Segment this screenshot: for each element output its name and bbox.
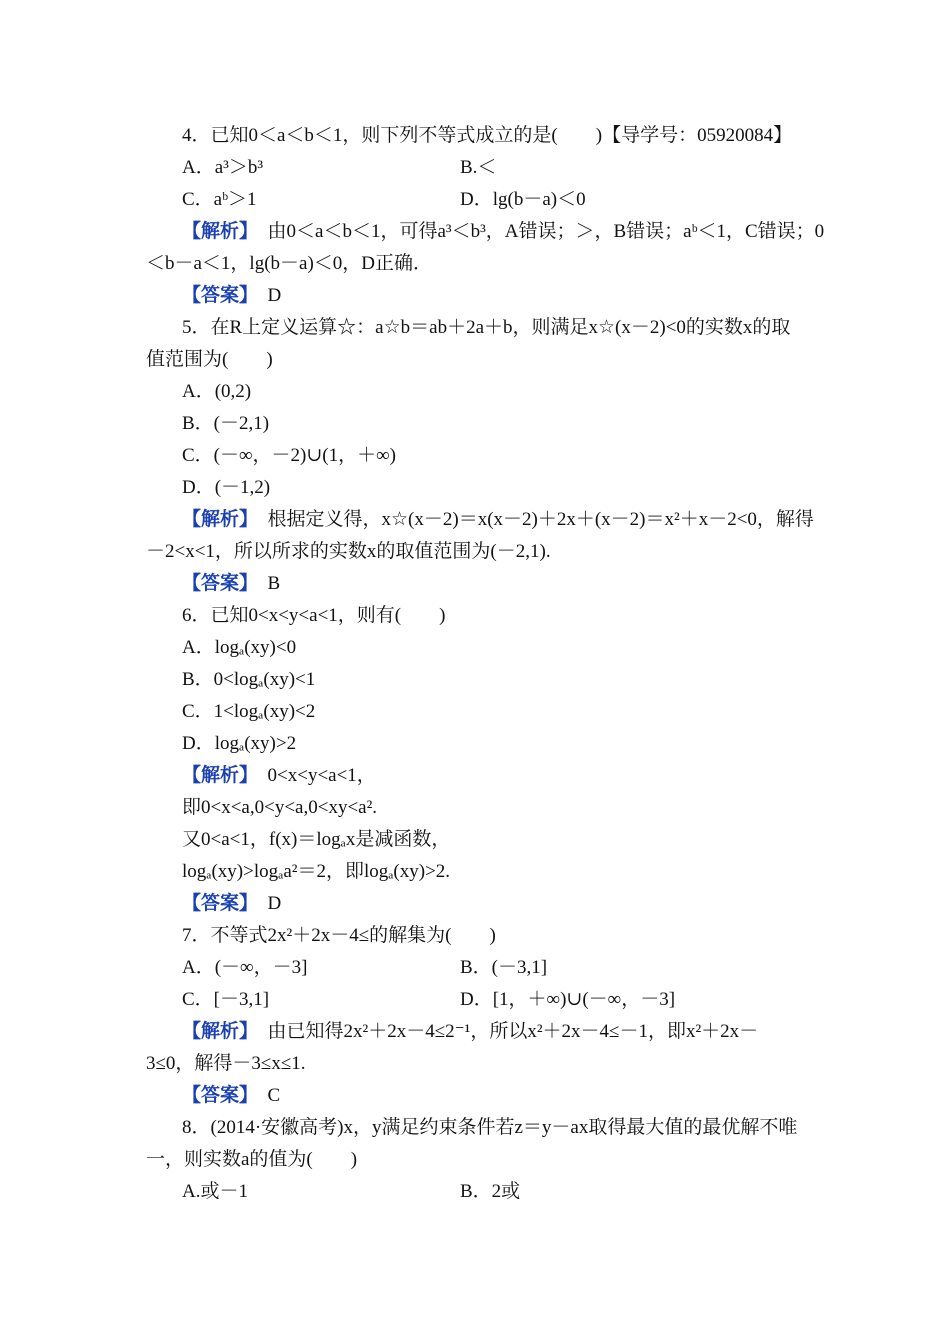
q5-analysis-cont: －2<x<1，所以所求的实数x的取值范围为(－2,1). [146,541,551,562]
q5-stem-cont: 值范围为( ) [146,349,273,370]
q5-analysis: 【解析】 根据定义得，x☆(x－2)＝x(x－2)＋2x＋(x－2)＝x²＋x－2<0，解得 [182,509,814,530]
q5-option-d: D．(－1,2) [182,477,271,498]
q7-stem: 7．不等式2x²＋2x－4≤的解集为( ) [182,925,496,946]
q6-analysis-4: logₐ(xy)>logₐa²＝2，即logₐ(xy)>2. [182,861,451,882]
q6-option-a: A．logₐ(xy)<0 [182,637,297,658]
q4-analysis-cont: ＜b－a＜1，lg(b－a)＜0，D正确． [146,253,433,274]
q4-stem: 4．已知0＜a＜b＜1，则下列不等式成立的是( )【导学号：05920084】 [182,125,793,146]
q6-analysis: 【解析】 0<x<y<a<1， [182,765,376,786]
q6-analysis-3: 又0<a<1，f(x)＝logₐx是减函数， [182,829,451,850]
q4-option-d: D．lg(b－a)＜0 [460,189,586,210]
q6-option-b: B．0<logₐ(xy)<1 [182,669,316,690]
q7-analysis: 【解析】 由已知得2x²＋2x－4≤2⁻¹，所以x²＋2x－4≤－1，即x²＋2x－ [182,1021,759,1042]
q4-option-b: B.＜ [460,157,497,178]
q7-answer: 【答案】 C [182,1085,281,1106]
q6-stem: 6．已知0<x<y<a<1，则有( ) [182,605,446,626]
q7-option-a: A．(－∞，－3] [182,957,308,978]
q6-option-c: C．1<logₐ(xy)<2 [182,701,316,722]
q5-option-b: B．(－2,1) [182,413,270,434]
q4-option-a: A．a³＞b³ [182,157,264,178]
q8-option-b: B．2或 [460,1181,521,1202]
q5-stem: 5．在R上定义运算☆：a☆b＝ab＋2a＋b，则满足x☆(x－2)<0的实数x的取 [182,317,791,338]
q4-answer: 【答案】 D [182,285,282,306]
q7-option-d: D．[1，＋∞)∪(－∞，－3] [460,989,676,1010]
q8-stem-cont: 一，则实数a的值为( ) [146,1149,358,1170]
q6-analysis-2: 即0<x<a,0<y<a,0<xy<a². [182,797,378,818]
q5-option-a: A．(0,2) [182,381,252,402]
q7-option-c: C．[－3,1] [182,989,270,1010]
q8-stem: 8．(2014·安徽高考)x，y满足约束条件若z＝y－ax取得最大值的最优解不唯 [182,1117,798,1138]
q5-answer: 【答案】 B [182,573,281,594]
q7-option-b: B．(－3,1] [460,957,548,978]
q6-option-d: D．logₐ(xy)>2 [182,733,297,754]
q7-analysis-cont: 3≤0，解得－3≤x≤1. [146,1053,306,1074]
q4-option-c: C．aᵇ＞1 [182,189,257,210]
q8-option-a: A.或－1 [182,1181,248,1202]
q4-analysis: 【解析】 由0＜a＜b＜1，可得a³＜b³，A错误；＞，B错误；aᵇ＜1，C错误；0 [182,221,825,242]
q6-answer: 【答案】 D [182,893,282,914]
q5-option-c: C．(－∞，－2)∪(1，＋∞) [182,445,396,466]
